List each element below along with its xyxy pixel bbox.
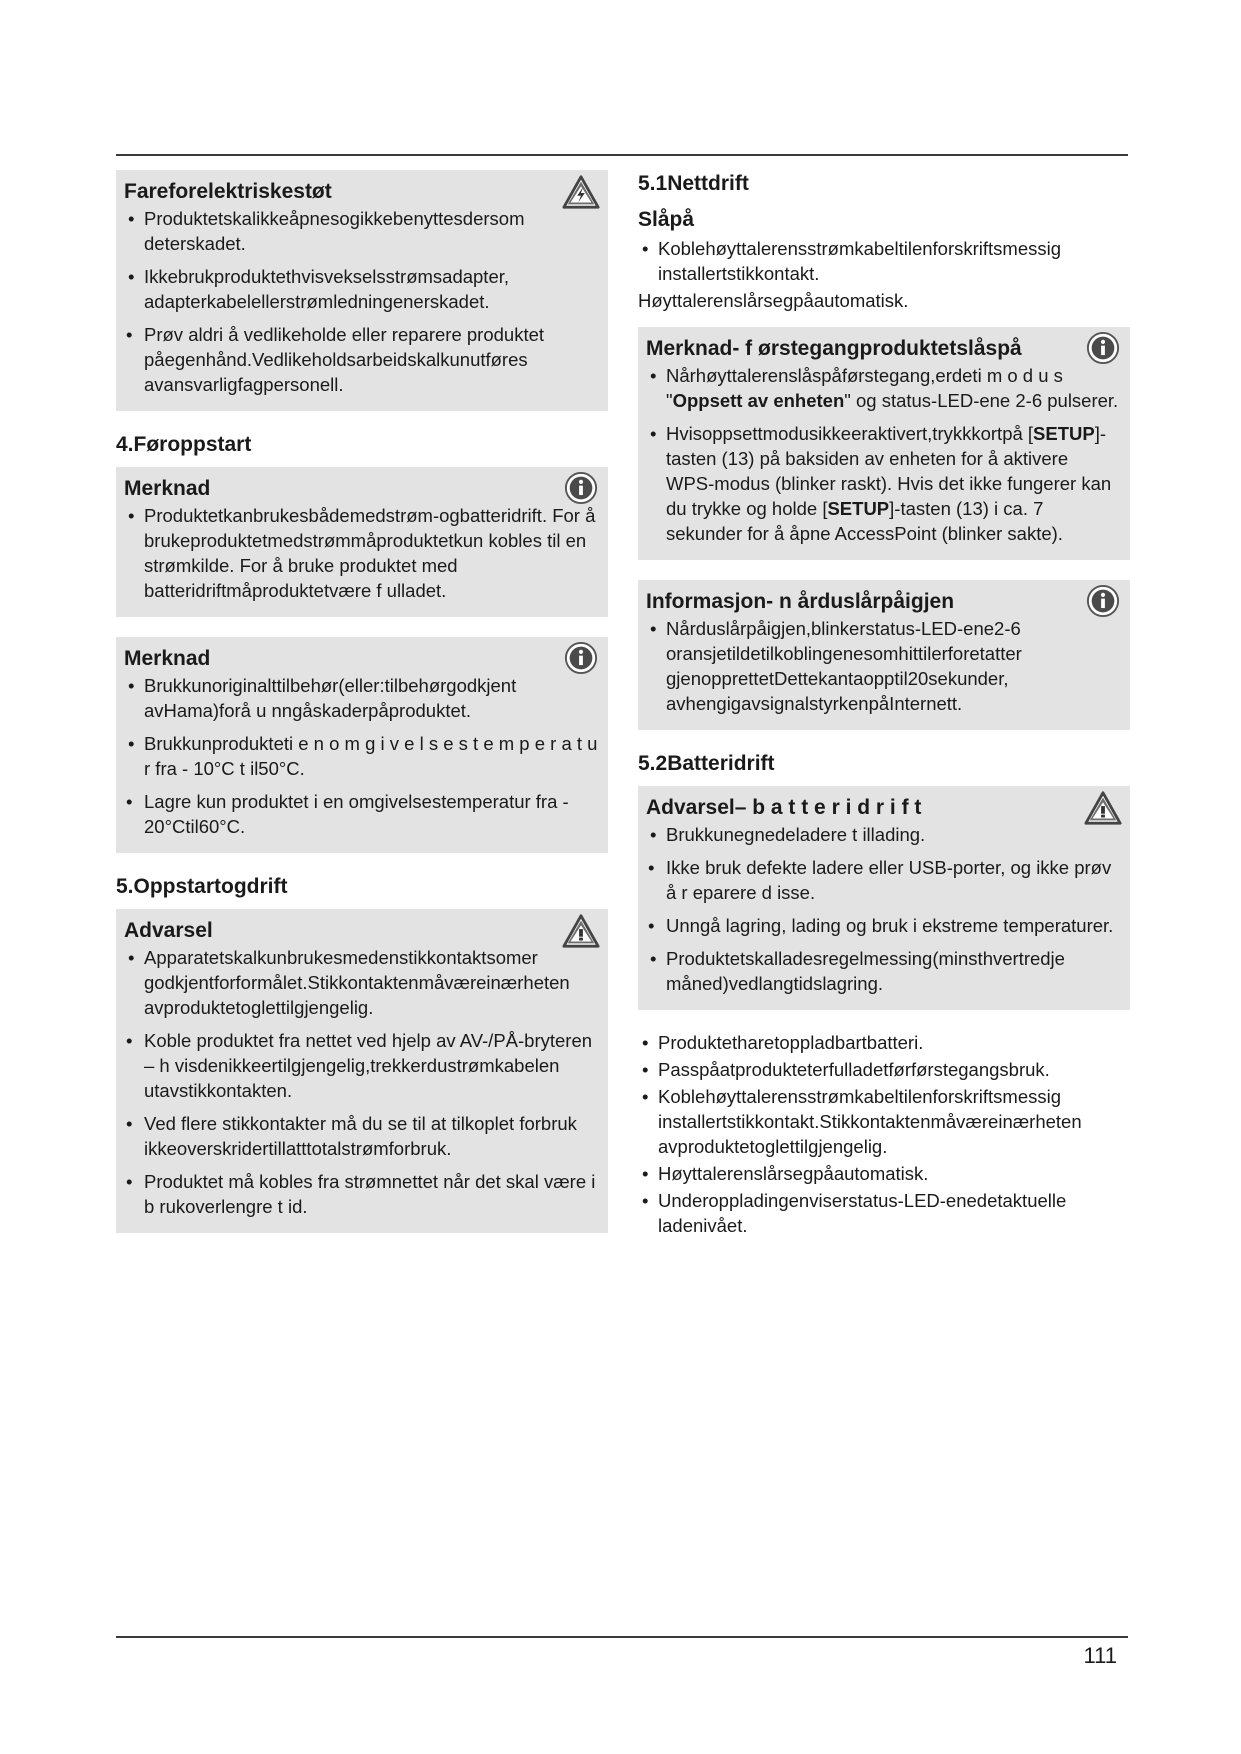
text: " og status-LED-ene 2-6 pulserer. (844, 390, 1119, 411)
warning-icon (1084, 790, 1122, 826)
left-column (116, 170, 608, 1253)
text: Hvisoppsettmodusikkeeraktivert,trykkkortpå [ (666, 423, 1034, 444)
list-item: • Produktetharetoppladbartbatteri. (638, 1030, 1130, 1055)
bold-text: SETUP (1033, 423, 1095, 444)
list-item: • Passpåatprodukteterfulladetførførstegangsbruk. (638, 1057, 1130, 1082)
warning-title: Advarsel (124, 919, 213, 942)
list-item: • Underoppladingenviserstatus-LED-enedetaktuelle ladenivået. (638, 1188, 1130, 1238)
subheading-switch-on: Slåpå (638, 208, 695, 231)
bold-text: SETUP (827, 498, 890, 519)
section-heading-5-2: 5.2Batteridrift (638, 752, 775, 775)
note-box-1 (116, 467, 608, 617)
warning-box (116, 909, 608, 1233)
list-item: • Produktetskalladesregelmessing(minsthvertredje måned)vedlangtidslagring. (646, 946, 1120, 996)
list-item: • Produktetskalikkeåpnesogikkebenyttesdersom deterskadet. (124, 206, 598, 256)
text: Nårhøyttalerenslåspåførstegang,erdeti m o d u s (666, 365, 1063, 386)
note-box-3 (638, 327, 1130, 560)
battery-list (638, 1030, 1130, 1238)
list-item: • Ikkebrukproduktethvisvekselsstrømsadapter, adapterkabelellerstrømledningenerskadet. (124, 264, 598, 314)
warning-title: Advarsel– b a t t e r i d r i f t (646, 796, 922, 819)
info-box (638, 580, 1130, 730)
note-title: Merknad (124, 647, 211, 670)
warning-icon (562, 913, 600, 949)
text: ]-tasten (13) på baksiden av enheten for å aktivere WPS-modus (blinker raskt). Hvis det ikke fungerer kan du trykke og holde [ (666, 423, 1112, 519)
note-box-2 (116, 637, 608, 853)
list-item: • Lagre kun produktet i en omgivelsestemperatur fra - 20°Ctil60°C. (124, 789, 598, 839)
list-item: • Nårduslårpåigjen,blinkerstatus-LED-ene2-6 oransjetildetilkoblingenesomhittilerforetatter gjenopprettetDettekantaopptil20sekunder, avhengigavsignalstyrkenpåInternett. (646, 616, 1120, 716)
info-icon (564, 641, 598, 675)
list-item: • Brukkunoriginalttilbehør(eller:tilbehørgodkjent avHama)forå u nngåskaderpåproduktet. (124, 673, 598, 723)
list-item: • Koblehøyttalerensstrømkabeltilenforskriftsmessig installertstikkontakt.Stikkontaktenmåværeinærheten avproduktetoglettilgjengelig. (638, 1084, 1130, 1159)
list-item: • Unngå lagring, lading og bruk i ekstreme temperaturer. (646, 913, 1120, 938)
electric-shock-warning-icon (562, 174, 600, 210)
right-column (638, 170, 1130, 1240)
danger-title: Fareforelektriskestøt (124, 180, 332, 203)
list-item: • Brukkunegnedeladere t illading. (646, 822, 1120, 847)
info-icon (564, 471, 598, 505)
plain-text: Høyttalerenslårsegpåautomatisk. (638, 290, 909, 311)
list-item: • Koble produktet fra nettet ved hjelp av AV-/PÅ-bryteren – h visdenikkeertilgjengelig,trekkerdustrømkabelen utavstikkontakten. (124, 1028, 598, 1103)
list-item: • Ved flere stikkontakter må du se til at tilkoplet forbruk ikkeoverskridertillatttotalstrømforbruk. (124, 1111, 598, 1161)
info-title: Informasjon- n årduslårpåigjen (646, 590, 955, 613)
list-item (646, 421, 1120, 546)
text: ]-tasten (13) i ca. 7 sekunder for å åpne AccessPoint (blinker sakte). (666, 498, 1063, 544)
list-item: • Koblehøyttalerensstrømkabeltilenforskriftsmessig installertstikkontakt. (638, 236, 1130, 286)
list-item: • Brukkunprodukteti e n o m g i v e l s e s t e m p e r a t u r fra - 10°C t il50°C. (124, 731, 598, 781)
list-item: • Produktet må kobles fra strømnettet når det skal være i b rukoverlengre t id. (124, 1169, 598, 1219)
list-item: • Produktetkanbrukesbådemedstrøm-ogbatteridrift. For å brukeproduktetmedstrømmåproduktetkun kobles til en strømkilde. For å bruke produktet med batteridriftmåproduktetvære f ulladet. (124, 503, 598, 603)
info-icon (1086, 584, 1120, 618)
top-rule (116, 154, 1128, 156)
info-icon (1086, 331, 1120, 365)
danger-box (116, 170, 608, 411)
section-heading-5: 5.Oppstartogdrift (116, 875, 288, 898)
bold-text: Oppsett av enheten (672, 390, 845, 411)
list-item: • Prøv aldri å vedlikeholde eller reparere produktet påegenhånd.Vedlikeholdsarbeidskalkunutføres avansvarligfagpersonell. (124, 322, 598, 397)
section-heading-4: 4.Føroppstart (116, 433, 252, 456)
bottom-rule (116, 1636, 1128, 1638)
page-number: 111 (1083, 1643, 1117, 1668)
text: " (666, 390, 673, 411)
list-item: • Høyttalerenslårsegpåautomatisk. (638, 1161, 1130, 1186)
note-title: Merknad- f ørstegangproduktetslåspå (646, 337, 1022, 360)
note-title: Merknad (124, 477, 211, 500)
section-heading-5-1: 5.1Nettdrift (638, 172, 749, 195)
list-item: • Apparatetskalkunbrukesmedenstikkontaktsomer godkjentforformålet.Stikkontaktenmåværeinærheten avproduktetoglettilgjengelig. (124, 945, 598, 1020)
warning-box-2 (638, 786, 1130, 1010)
list-item: • Ikke bruk defekte ladere eller USB-porter, og ikke prøv å r eparere d isse. (646, 855, 1120, 905)
list-item (646, 363, 1120, 413)
